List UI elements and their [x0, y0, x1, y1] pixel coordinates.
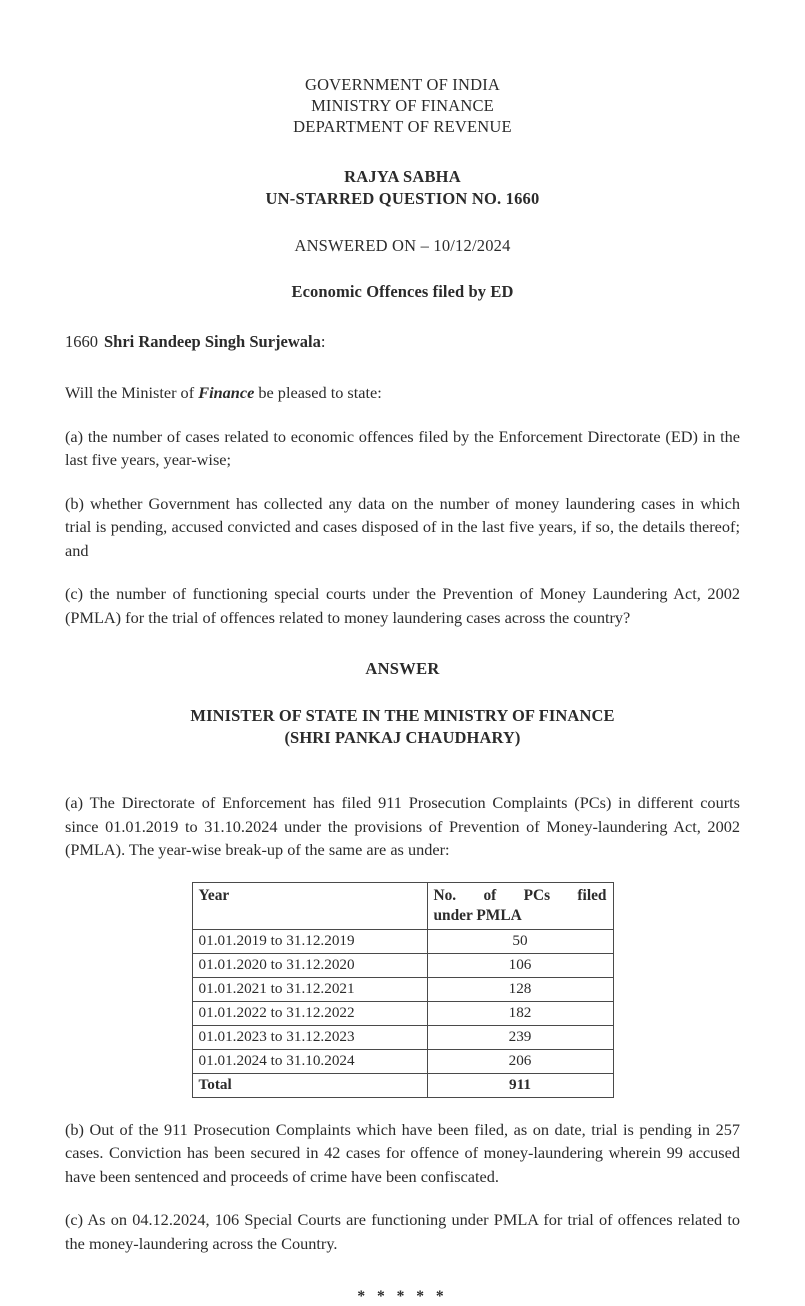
table-header-pcs-filed-line2: under PMLA — [433, 906, 522, 924]
question-asker-line — [65, 332, 740, 352]
question-part-b: (b) whether Government has collected any data on the number of money laundering cases in which trial is pending, accused convicted and cases disposed of in the last five years, if so, the details thereof; and — [65, 493, 740, 560]
question-number-heading: UN-STARRED QUESTION NO. 1660 — [265, 189, 540, 208]
table-row — [192, 1025, 613, 1049]
answer-heading: ANSWER — [365, 659, 440, 678]
answered-on-date: ANSWERED ON – 10/12/2024 — [294, 236, 511, 255]
question-part-c: (c) the number of functioning special courts under the Prevention of Money Laundering Act, 2002 (PMLA) for the trial of offences related to money laundering cases across the country? — [65, 584, 740, 627]
table-header-row — [192, 882, 613, 929]
table-row — [192, 929, 613, 953]
lead-in-ministry: Finance — [198, 383, 255, 402]
pc-table-container — [65, 882, 740, 1098]
house-name: RAJYA SABHA — [344, 167, 461, 186]
row-year: 01.01.2023 to 31.12.2023 — [192, 1025, 427, 1049]
table-body — [192, 929, 613, 1097]
table-row — [192, 977, 613, 1001]
lead-in-after: be pleased to state: — [254, 383, 382, 402]
house-and-question-number — [65, 166, 740, 210]
masthead-line-department: DEPARTMENT OF REVENUE — [293, 117, 512, 136]
question-part-a: (a) the number of cases related to economic offences filed by the Enforcement Directorate (ED) in the last five years, year-wise; — [65, 426, 740, 469]
row-count: 128 — [427, 977, 613, 1001]
answer-part-b: (b) Out of the 911 Prosecution Complaints which have been filed, as on date, trial is pending in 257 cases. Conviction has been secured in 42 cases for offence of money-laundering wherein 99 accused have been sentenced and proceeds of crime have been confiscated. — [65, 1119, 740, 1186]
row-count: 206 — [427, 1049, 613, 1073]
footer-asterisks: * * * * * — [357, 1288, 448, 1305]
row-year: 01.01.2024 to 31.10.2024 — [192, 1049, 427, 1073]
answer-part-c: (c) As on 04.12.2024, 106 Special Courts are functioning under PMLA for trial of offences related to the money-laundering across the Country. — [65, 1210, 740, 1253]
masthead-line-ministry: MINISTRY OF FINANCE — [311, 96, 494, 115]
masthead — [65, 0, 740, 137]
row-count: 50 — [427, 929, 613, 953]
row-count: 106 — [427, 953, 613, 977]
lead-in-paragraph — [65, 381, 740, 405]
row-year: 01.01.2022 to 31.12.2022 — [192, 1001, 427, 1025]
minister-designation: MINISTER OF STATE IN THE MINISTRY OF FINANCE — [190, 706, 615, 725]
total-count: 911 — [427, 1073, 613, 1097]
minister-name: (SHRI PANKAJ CHAUDHARY) — [284, 728, 521, 747]
answer-part-a: (a) The Directorate of Enforcement has filed 911 Prosecution Complaints (PCs) in different courts since 01.01.2019 to 31.10.2024 under the provisions of Prevention of Money-laundering Act, 2002 (PMLA). The year-wise break-up of the same are as under: — [65, 793, 740, 859]
pcs-filed-under-pmla-table — [192, 882, 614, 1098]
asker-name: Shri Randeep Singh Surjewala — [104, 332, 321, 351]
subject-title: Economic Offences filed by ED — [291, 282, 514, 301]
table-row — [192, 953, 613, 977]
asker-question-number: 1660 — [65, 332, 98, 351]
lead-in-before: Will the Minister of — [65, 383, 199, 402]
row-year: 01.01.2020 to 31.12.2020 — [192, 953, 427, 977]
table-head — [192, 882, 613, 929]
row-year: 01.01.2021 to 31.12.2021 — [192, 977, 427, 1001]
table-row — [192, 1001, 613, 1025]
table-header-pcs-filed — [427, 882, 613, 929]
row-count: 239 — [427, 1025, 613, 1049]
table-header-pcs-filed-line1: No. of PCs filed — [433, 886, 607, 904]
table-total-row — [192, 1073, 613, 1097]
asker-colon: : — [320, 332, 326, 351]
table-header-year: Year — [192, 882, 427, 929]
minister-block — [65, 705, 740, 749]
table-row — [192, 1049, 613, 1073]
row-count: 182 — [427, 1001, 613, 1025]
masthead-line-government: GOVERNMENT OF INDIA — [304, 75, 501, 94]
total-label: Total — [192, 1073, 427, 1097]
row-year: 01.01.2019 to 31.12.2019 — [192, 929, 427, 953]
